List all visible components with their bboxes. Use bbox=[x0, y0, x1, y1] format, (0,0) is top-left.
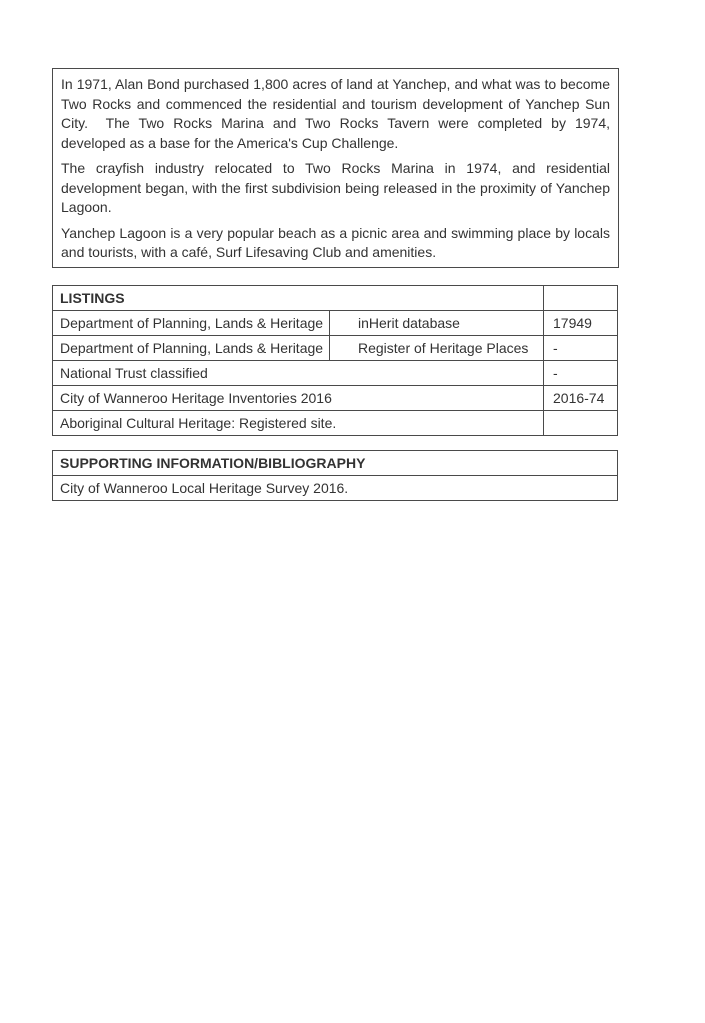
supporting-header-cell: SUPPORTING INFORMATION/BIBLIOGRAPHY bbox=[53, 451, 618, 476]
register-cell: inHerit database bbox=[330, 311, 544, 336]
history-text-box bbox=[52, 68, 619, 268]
organisation-cell: National Trust classified bbox=[53, 361, 544, 386]
reference-cell: - bbox=[544, 361, 618, 386]
table-row bbox=[53, 336, 618, 361]
bibliography-cell: City of Wanneroo Local Heritage Survey 2016. bbox=[53, 476, 618, 501]
supporting-information-table bbox=[52, 450, 618, 501]
organisation-cell: City of Wanneroo Heritage Inventories 2016 bbox=[53, 386, 544, 411]
table-row bbox=[53, 386, 618, 411]
listings-table bbox=[52, 285, 618, 436]
table-row bbox=[53, 476, 618, 501]
listings-header-cell: LISTINGS bbox=[53, 286, 544, 311]
reference-cell bbox=[544, 411, 618, 436]
history-paragraph: The crayfish industry relocated to Two Rocks Marina in 1974, and residential development began, with the first subdivision being released in the proximity of Yanchep Lagoon. bbox=[61, 160, 614, 215]
table-row bbox=[53, 311, 618, 336]
organisation-cell: Department of Planning, Lands & Heritage bbox=[53, 336, 330, 361]
listings-header-reference-cell bbox=[544, 286, 618, 311]
supporting-header-row bbox=[53, 451, 618, 476]
reference-cell: 17949 bbox=[544, 311, 618, 336]
register-cell: Register of Heritage Places bbox=[330, 336, 544, 361]
history-paragraph: In 1971, Alan Bond purchased 1,800 acres of land at Yanchep, and what was to become Two Rocks and commenced the residential and tourism development of Yanchep Sun City. The Two Rocks Marina and Two Rocks Tavern were completed by 1974, developed as a base for the America's Cup Challenge. bbox=[61, 76, 614, 151]
listings-header-row bbox=[53, 286, 618, 311]
organisation-cell: Department of Planning, Lands & Heritage bbox=[53, 311, 330, 336]
history-paragraph: Yanchep Lagoon is a very popular beach as a picnic area and swimming place by locals and tourists, with a café, Surf Lifesaving Club and amenities. bbox=[61, 224, 614, 260]
table-row bbox=[53, 411, 618, 436]
organisation-cell: Aboriginal Cultural Heritage: Registered site. bbox=[53, 411, 544, 436]
reference-cell: - bbox=[544, 336, 618, 361]
reference-cell: 2016-74 bbox=[544, 386, 618, 411]
table-row bbox=[53, 361, 618, 386]
